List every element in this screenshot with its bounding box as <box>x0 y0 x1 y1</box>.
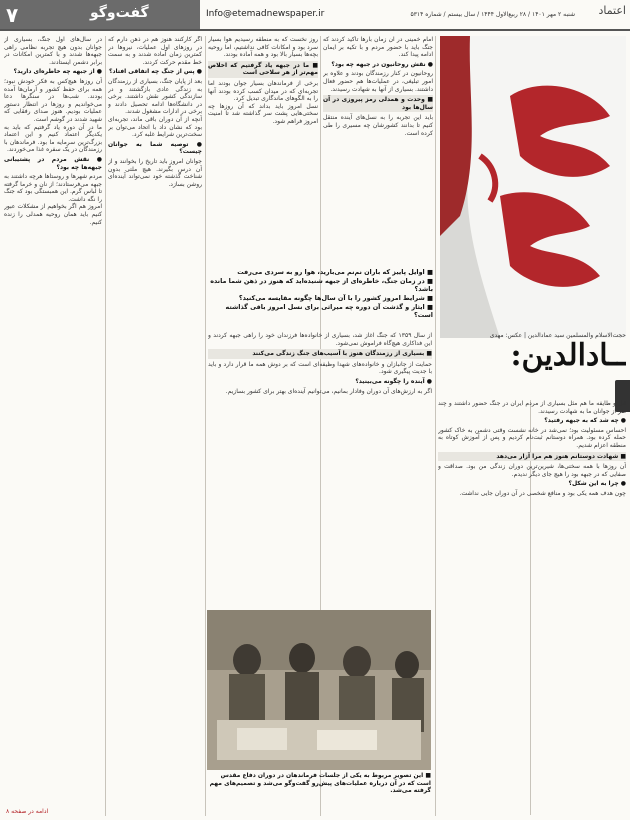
photo-caption-archive: ■ این تصویر مربوط به یکی از جلسات فرماندهان در دوران دفاع مقدس است که در آن درباره عملیات‌های پیش‌رو گفت‌وگو می‌شد و تصمیم‌های مهم گرفته می‌شد. <box>209 772 431 794</box>
page-number: ۷ <box>6 3 19 27</box>
paragraph: بعد از پایان جنگ، بسیاری از رزمندگان به زندگی عادی بازگشتند و در سازندگی کشور نقش داشتند. برخی در دانشگاه‌ها ادامه تحصیل دادند و برخی در ادارات مشغول شدند. <box>108 77 202 116</box>
group-photo-illustration <box>207 610 431 770</box>
pull-quote: ■ شهادت دوستانم هنوز هم مرا آزار می‌دهد <box>438 452 626 462</box>
paragraph: روز نخست که به منطقه رسیدیم هوا بسیار سرد بود و امکانات کافی نداشتیم، اما روحیه بچه‌ها بسیار بالا بود و همه آماده بودند. <box>208 36 318 59</box>
pull-quote: ■ وحدت و همدلی رمز پیروزی در آن سال‌ها بود <box>323 96 433 111</box>
column-divider <box>105 36 106 816</box>
question-heading: ● نقش روحانیون در جبهه چه بود؟ <box>331 60 433 68</box>
section-bar <box>0 0 200 30</box>
paragraph: مردم شهرها و روستاها هرچه داشتند به جبهه می‌فرستادند؛ از نان و خرما گرفته تا لباس گرم. این همبستگی بود که جنگ را نگه داشت. <box>4 173 102 203</box>
paragraph: چون هدف همه یکی بود و منافع شخصی در آن دوران جایی نداشت. <box>459 489 626 497</box>
question-heading: ● آینده را چگونه می‌بینید؟ <box>355 377 432 385</box>
question-heading: ● توصیه شما به جوانان چیست؟ <box>108 140 202 156</box>
paragraph: آنچه از آن دوران باقی ماند، تجربه‌ای بود که نشان داد با اتحاد می‌توان بر سخت‌ترین شرایط غلبه کرد. <box>108 115 202 139</box>
contact-email[interactable]: Info@etemadnewspaper.ir <box>206 9 325 19</box>
paragraph: ما در آن دوره یاد گرفتیم که باید به یکدیگر اعتماد کنیم و این اعتماد بزرگ‌ترین سرمایه ما بود. فرماندهان با رزمندگان در یک سفره غذا می‌خوردند. <box>4 123 102 154</box>
question-box <box>207 268 433 328</box>
question-heading: ● پس از جنگ چه اتفاقی افتاد؟ <box>108 68 202 76</box>
newspaper-logo: اعتماد <box>598 4 626 17</box>
archive-photo <box>207 610 431 770</box>
continuation-note[interactable]: ادامه در صفحه ۸ <box>6 808 49 815</box>
photo-caption: حجت‌الاسلام والمسلمین سید عمادالدین | عکس: مهدی <box>489 332 626 339</box>
article-column-1 <box>4 36 102 806</box>
paragraph: ایل و طایفه ما هم مثل بسیاری از مردم ایران در جنگ حضور داشتند و چند نفر از جوانان ما به شهادت رسیدند. <box>438 400 626 415</box>
paragraph: جوانان امروز باید تاریخ را بخوانند و از آن درس بگیرند. هیچ ملتی بدون شناخت گذشته خود نمی‌تواند آینده‌ای روشن بسازد. <box>108 157 202 188</box>
paragraph: آن روزها هیچ‌کس به فکر خودش نبود؛ همه برای حفظ کشور و آرمان‌ها آمده بودند. شب‌ها در سنگرها دعا می‌خواندیم و روزها در انتظار دستور عملیات بودیم. هنوز صدای رفقایی که شهید شدند در گوشم است. <box>4 77 102 123</box>
article-column-5 <box>208 332 432 604</box>
pull-quote: ■ ما در جبهه یاد گرفتیم که اخلاص مهم‌تر از هر سلاحی است <box>208 61 318 77</box>
question-line: ■ شرایط امروز کشور را با آن سال‌ها چگونه مقایسه می‌کنید؟ <box>238 294 433 302</box>
dateline: شنبه ۲ مهر ۱۴۰۱ / ۲۸ ربیع‌الاول ۱۴۴۴ / سال بیستم / شماره ۵۳۱۴ <box>410 11 575 18</box>
paragraph: باید این تجربه را به نسل‌های آینده منتقل کنیم تا بدانند کشورشان چه مسیری را طی کرده است. <box>323 114 433 137</box>
article-column-6 <box>438 400 626 815</box>
question-line: ■ ایثار و گذشت آن دوره چه میراثی برای نسل امروز باقی گذاشته است؟ <box>225 303 433 319</box>
paragraph: برخی از فرماندهان بسیار جوان بودند اما تجربه‌ای که در میدان کسب کرده بودند آنها را به الگوهای ماندگاری تبدیل کرد. <box>208 79 318 103</box>
paragraph: روحانیون در کنار رزمندگان بودند و علاوه بر امور تبلیغی، در عملیات‌ها هم حضور فعال داشتند. بسیاری از آنها به شهادت رسیدند. <box>323 70 433 93</box>
feature-photo <box>440 36 626 338</box>
paragraph: نسل امروز باید بداند که آن روزها چه سختی‌هایی پشت سر گذاشته شد تا امنیت امروز فراهم شود. <box>208 102 318 125</box>
flag-illustration <box>440 36 626 338</box>
question-line: ■ در زمان جنگ، خاطره‌ای از جبهه شنیده‌اید که هنوز در ذهن شما مانده باشد؟ <box>210 277 433 293</box>
page-header <box>0 0 630 30</box>
article-column-4 <box>323 36 433 264</box>
question-heading: ● از جبهه چه خاطره‌ای دارید؟ <box>13 68 102 76</box>
paragraph: از سال ۱۳۵۹ که جنگ آغاز شد، بسیاری از خانواده‌ها فرزندان خود را راهی جبهه کردند و این فداکاری هیچ‌گاه فراموش نمی‌شود. <box>208 332 432 347</box>
question-line: ■ اوایل پاییز که باران نم‌نم می‌بارید، هوا رو به سردی می‌رفت <box>237 268 433 276</box>
paragraph: حمایت از جانبازان و خانواده‌های شهدا وظیفه‌ای است که بر دوش همه ما قرار دارد و باید با جدیت پیگیری شود. <box>208 360 432 376</box>
section-title: گفت‌وگو <box>90 5 149 21</box>
pull-quote: ■ بسیاری از رزمندگان هنوز با آسیب‌های جنگ زندگی می‌کنند <box>208 349 432 359</box>
article-column-3 <box>208 36 318 264</box>
header-rule <box>0 29 630 31</box>
paragraph: در سال‌های اول جنگ، بسیاری از جوانان بدون هیچ تجربه نظامی راهی جبهه‌ها شدند و با کمترین امکانات در برابر دشمن ایستادند. <box>4 36 102 66</box>
paragraph: امام خمینی در آن زمان بارها تاکید کردند که جنگ باید با حضور مردم و با تکیه بر ایمان ادامه پیدا کند. <box>323 36 433 59</box>
paragraph: احساس مسئولیت بود؛ نمی‌شد در خانه نشست وقتی دشمن به خاک کشور حمله کرده بود. همراه دوستانم ثبت‌نام کردیم و پس از آموزش کوتاه به منطقه اعزام شدیم. <box>438 426 626 449</box>
paragraph: امروز هم اگر بخواهیم از مشکلات عبور کنیم باید همان روحیه همدلی را زنده کنیم. <box>4 203 102 226</box>
column-divider <box>435 36 436 816</box>
feature-headline: ــادالدین: <box>510 338 626 373</box>
paragraph: اگر به ارزش‌های آن دوران وفادار بمانیم، می‌توانیم آینده‌ای بهتر برای کشور بسازیم. <box>225 387 432 395</box>
column-divider <box>205 36 206 816</box>
question-heading: ● چرا به این شکل؟ <box>568 480 626 488</box>
paragraph: آن روزها با همه سختی‌ها، شیرین‌ترین دوران زندگی من بود. صداقت و صفایی که در جبهه بود را هیچ جای دیگر ندیدم. <box>438 463 626 478</box>
question-heading: ● نقش مردم در پشتیبانی جبهه‌ها چه بود؟ <box>4 155 102 171</box>
article-column-2 <box>108 36 202 806</box>
question-heading: ● چه شد که به جبهه رفتید؟ <box>544 417 626 425</box>
paragraph: اگر کارکنند هنوز هم در ذهن دارم که در روزهای اول عملیات، نیروها در کمترین زمان آماده شدند و به سمت خط مقدم حرکت کردند. <box>108 36 202 66</box>
